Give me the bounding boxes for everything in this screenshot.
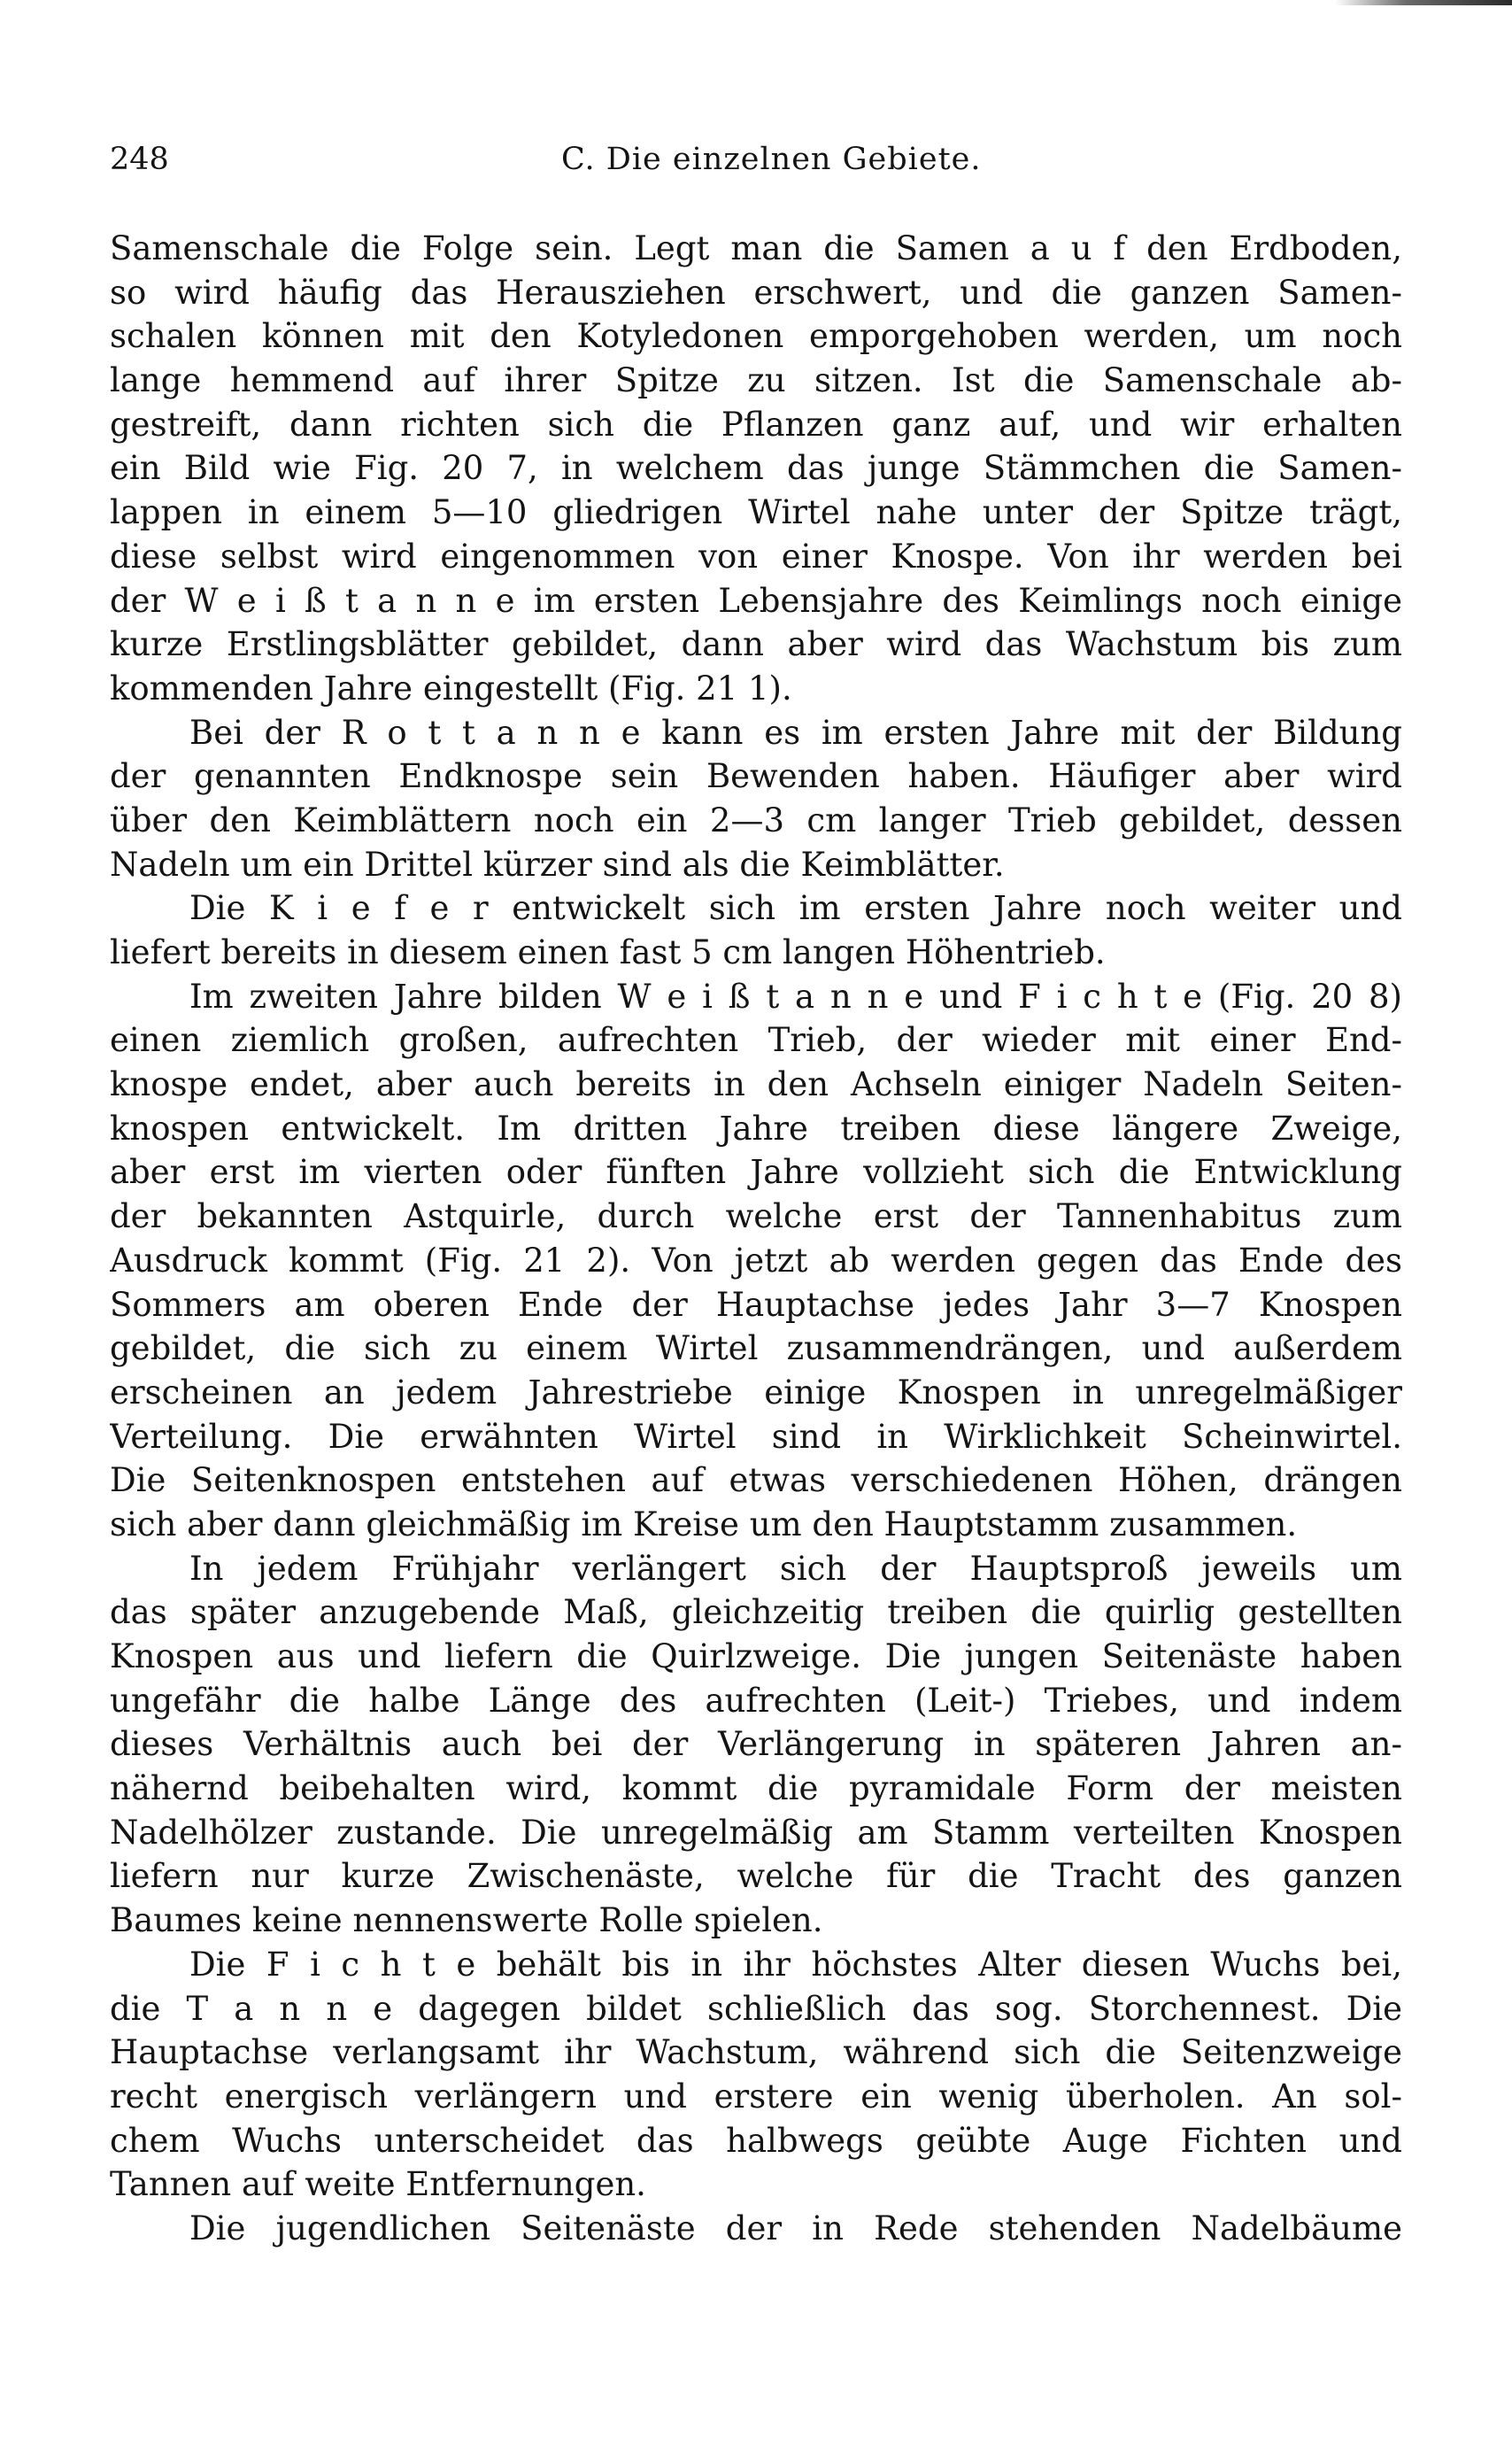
page-header (110, 137, 1402, 182)
text-line: erscheinen an jedem Jahrestriebe einige Knospen in unregelmäßiger (110, 1373, 1402, 1412)
text-line: knospe endet, aber auch bereits in den Achseln einiger Nadeln Seiten- (110, 1065, 1402, 1104)
text-line: Die K i e f e r entwickelt sich im ersten Jahre noch weiter und (189, 889, 1402, 928)
text-line: sich aber dann gleichmäßig im Kreise um den Hauptstamm zusammen. (110, 1505, 1298, 1543)
text-line: Verteilung. Die erwähnten Wirtel sind in Wirklichkeit Scheinwirtel. (110, 1417, 1402, 1456)
text-line: über den Keimblättern noch ein 2—3 cm langer Trieb gebildet, dessen (110, 801, 1402, 839)
scan-edge-line (1335, 0, 1512, 5)
text-line: Im zweiten Jahre bilden W e i ß t a n n e und F i c h t e (Fig. 20 8) (189, 977, 1402, 1016)
text-line: der bekannten Astquirle, durch welche erst der Tannenhabitus zum (110, 1197, 1402, 1236)
text-line: Baumes keine nennenswerte Rolle spielen. (110, 1901, 823, 1940)
text-line: Sommers am oberen Ende der Hauptachse jedes Jahr 3—7 Knospen (110, 1285, 1402, 1324)
text-line: so wird häufig das Herausziehen erschwert, und die ganzen Samen- (110, 273, 1402, 312)
text-line: In jedem Frühjahr verlängert sich der Hauptsproß jeweils um (189, 1549, 1402, 1588)
text-line: der W e i ß t a n n e im ersten Lebensjahre des Keimlings noch einige (110, 581, 1402, 620)
text-line: ungefähr die halbe Länge des aufrechten (Leit-) Triebes, und indem (110, 1681, 1402, 1720)
text-line: diese selbst wird eingenommen von einer Knospe. Von ihr werden bei (110, 537, 1402, 576)
text-line: lappen in einem 5—10 gliedrigen Wirtel nahe unter der Spitze trägt, (110, 493, 1402, 532)
text-line: ein Bild wie Fig. 20 7, in welchem das junge Stämmchen die Samen- (110, 449, 1402, 488)
text-line: die T a n n e dagegen bildet schließlich das sog. Storchennest. Die (110, 1989, 1402, 2028)
text-line: dieses Verhältnis auch bei der Verlängerung in späteren Jahren an- (110, 1725, 1402, 1764)
text-line: Bei der R o t t a n n e kann es im ersten Jahre mit der Bildung (189, 713, 1402, 752)
text-line: lange hemmend auf ihrer Spitze zu sitzen. Ist die Samenschale ab- (110, 361, 1402, 400)
text-line: schalen können mit den Kotyledonen emporgehoben werden, um noch (110, 317, 1402, 356)
text-line: knospen entwickelt. Im dritten Jahre treiben diese längere Zweige, (110, 1109, 1402, 1148)
text-line: Knospen aus und liefern die Quirlzweige. Die jungen Seitenäste haben (110, 1637, 1402, 1675)
text-line: Nadelhölzer zustande. Die unregelmäßig am Stamm verteilten Knospen (110, 1813, 1402, 1852)
text-line: Ausdruck kommt (Fig. 21 2). Von jetzt ab werden gegen das Ende des (110, 1241, 1402, 1280)
text-line: Hauptachse verlangsamt ihr Wachstum, während sich die Seitenzweige (110, 2033, 1402, 2072)
text-line: Die F i c h t e behält bis in ihr höchstes Alter diesen Wuchs bei, (189, 1945, 1402, 1984)
text-line: kurze Erstlingsblätter gebildet, dann aber wird das Wachstum bis zum (110, 625, 1402, 664)
text-line: Nadeln um ein Drittel kürzer sind als die Keimblätter. (110, 845, 1005, 884)
text-line: aber erst im vierten oder fünften Jahre vollzieht sich die Entwicklung (110, 1153, 1402, 1192)
text-line: gestreift, dann richten sich die Pflanzen ganz auf, und wir erhalten (110, 405, 1402, 444)
text-line: nähernd beibehalten wird, kommt die pyramidale Form der meisten (110, 1769, 1402, 1808)
text-line: chem Wuchs unterscheidet das halbwegs geübte Auge Fichten und (110, 2121, 1402, 2160)
text-line: Tannen auf weite Entfernungen. (110, 2165, 646, 2204)
text-line: der genannten Endknospe sein Bewenden haben. Häufiger aber wird (110, 757, 1402, 796)
text-line: kommenden Jahre eingestellt (Fig. 21 1). (110, 669, 792, 708)
running-head: C. Die einzelnen Gebiete. (561, 142, 982, 177)
text-line: einen ziemlich großen, aufrechten Trieb, der wieder mit einer End- (110, 1021, 1402, 1060)
body-text (110, 227, 1402, 2251)
text-line: Samenschale die Folge sein. Legt man die Samen a u f den Erdboden, (110, 229, 1402, 267)
text-line: das später anzugebende Maß, gleichzeitig treiben die quirlig gestellten (110, 1593, 1402, 1632)
text-line: Die jugendlichen Seitenäste der in Rede stehenden Nadelbäume (189, 2209, 1402, 2247)
text-line: liefern nur kurze Zwischenäste, welche für die Tracht des ganzen (110, 1857, 1402, 1896)
text-line: gebildet, die sich zu einem Wirtel zusammendrängen, und außerdem (110, 1329, 1402, 1368)
text-line: recht energisch verlängern und erstere ein wenig überholen. An sol- (110, 2077, 1402, 2116)
text-line: Die Seitenknospen entstehen auf etwas verschiedenen Höhen, drängen (110, 1461, 1402, 1500)
text-line: liefert bereits in diesem einen fast 5 cm langen Höhentrieb. (110, 933, 1106, 971)
page-number: 248 (110, 142, 169, 177)
